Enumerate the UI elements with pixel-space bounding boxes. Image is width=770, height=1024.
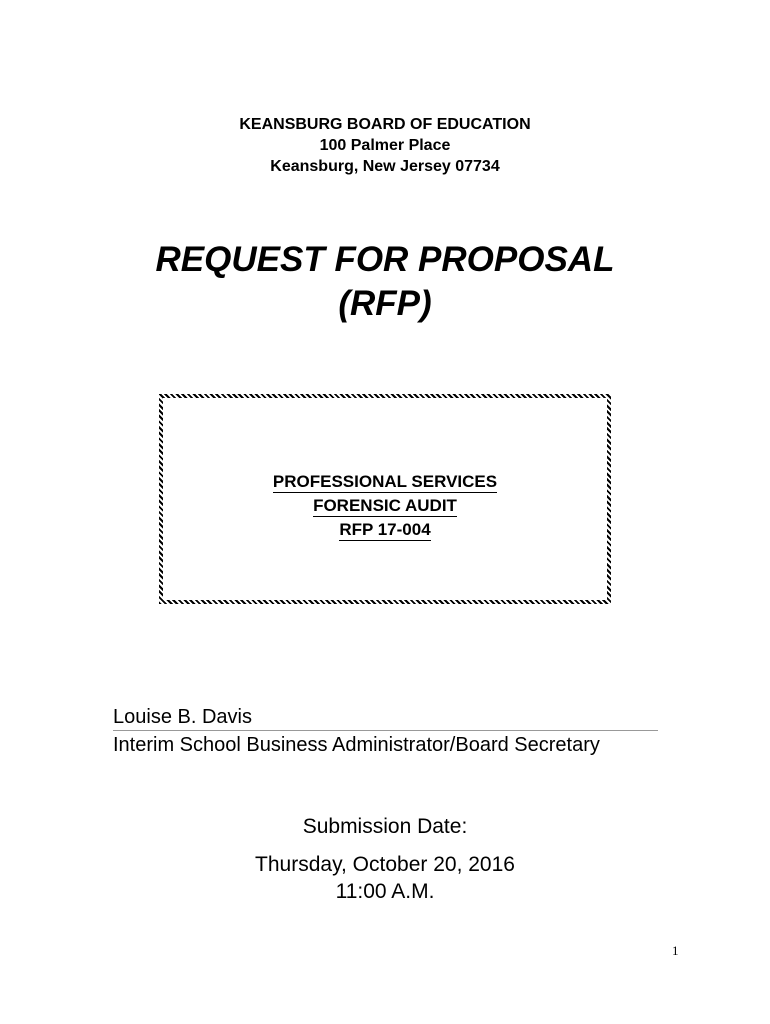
page-number: 1 [672,943,679,958]
rfp-service-type: PROFESSIONAL SERVICES [272,472,498,491]
rfp-number: RFP 17-004 [339,520,431,539]
document-title-abbrev: (RFP) [338,284,432,323]
address-city: Keansburg, New Jersey 07734 [270,158,500,175]
contact-role: Interim School Business Administrator/Board Secretary [113,734,600,756]
address-street: 100 Palmer Place [319,137,451,154]
submission-label: Submission Date: [302,815,468,838]
submission-time: 11:00 A.M. [335,880,435,903]
contact-name: Louise B. Davis [113,705,658,731]
document-title: REQUEST FOR PROPOSAL [155,240,615,279]
submission-date: Thursday, October 20, 2016 [255,853,515,876]
organization-name: KEANSBURG BOARD OF EDUCATION [239,116,531,133]
rfp-service-name: FORENSIC AUDIT [313,496,457,515]
